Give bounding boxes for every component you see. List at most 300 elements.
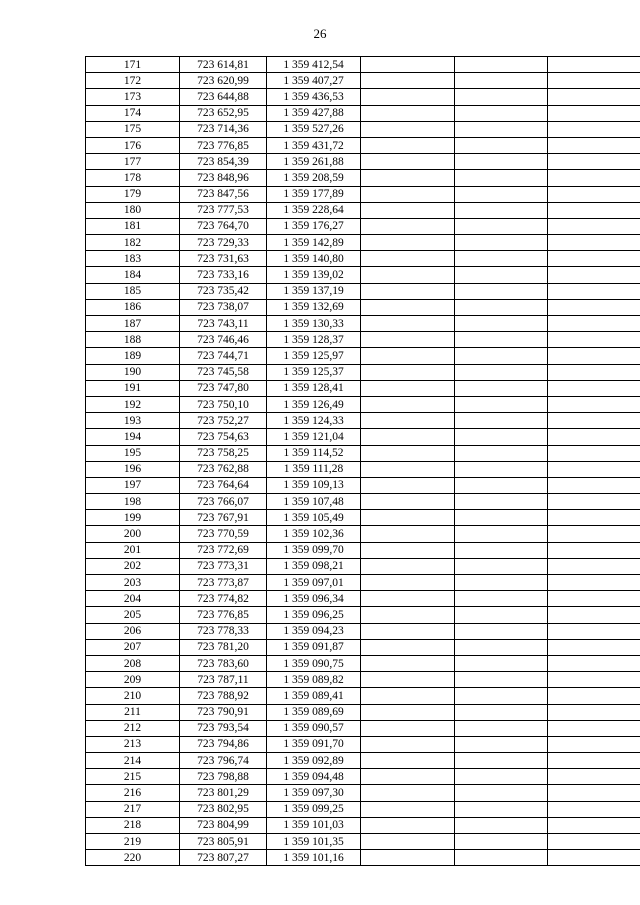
coordinates-table xyxy=(85,56,640,866)
table-row xyxy=(86,413,640,429)
y-coordinate-cell: 1 359 102,36 xyxy=(267,526,361,542)
x-coordinate-cell: 723 750,10 xyxy=(180,396,267,412)
table-row xyxy=(86,445,640,461)
empty-cell xyxy=(361,89,455,105)
empty-cell xyxy=(361,591,455,607)
empty-cell xyxy=(361,834,455,850)
empty-cell xyxy=(454,655,548,671)
empty-cell xyxy=(454,672,548,688)
x-coordinate-cell: 723 802,95 xyxy=(180,801,267,817)
x-coordinate-cell: 723 644,88 xyxy=(180,89,267,105)
table-row xyxy=(86,639,640,655)
y-coordinate-cell: 1 359 261,88 xyxy=(267,154,361,170)
empty-cell xyxy=(361,170,455,186)
empty-cell xyxy=(548,494,640,510)
y-coordinate-cell: 1 359 094,23 xyxy=(267,623,361,639)
empty-cell xyxy=(548,720,640,736)
empty-cell xyxy=(361,510,455,526)
x-coordinate-cell: 723 776,85 xyxy=(180,607,267,623)
point-number-cell: 218 xyxy=(86,817,180,833)
y-coordinate-cell: 1 359 101,35 xyxy=(267,834,361,850)
empty-cell xyxy=(548,105,640,121)
point-number-cell: 192 xyxy=(86,396,180,412)
empty-cell xyxy=(454,218,548,234)
x-coordinate-cell: 723 793,54 xyxy=(180,720,267,736)
table-row xyxy=(86,364,640,380)
x-coordinate-cell: 723 620,99 xyxy=(180,73,267,89)
point-number-cell: 200 xyxy=(86,526,180,542)
table-row xyxy=(86,283,640,299)
empty-cell xyxy=(361,73,455,89)
x-coordinate-cell: 723 788,92 xyxy=(180,688,267,704)
table-row xyxy=(86,526,640,542)
table-row xyxy=(86,736,640,752)
x-coordinate-cell: 723 781,20 xyxy=(180,639,267,655)
x-coordinate-cell: 723 743,11 xyxy=(180,316,267,332)
point-number-cell: 205 xyxy=(86,607,180,623)
empty-cell xyxy=(548,316,640,332)
point-number-cell: 185 xyxy=(86,283,180,299)
y-coordinate-cell: 1 359 092,89 xyxy=(267,753,361,769)
x-coordinate-cell: 723 714,36 xyxy=(180,121,267,137)
empty-cell xyxy=(548,380,640,396)
point-number-cell: 216 xyxy=(86,785,180,801)
x-coordinate-cell: 723 746,46 xyxy=(180,332,267,348)
empty-cell xyxy=(454,607,548,623)
empty-cell xyxy=(361,202,455,218)
empty-cell xyxy=(361,445,455,461)
x-coordinate-cell: 723 847,56 xyxy=(180,186,267,202)
point-number-cell: 195 xyxy=(86,445,180,461)
table-row xyxy=(86,380,640,396)
table-row xyxy=(86,801,640,817)
empty-cell xyxy=(548,348,640,364)
y-coordinate-cell: 1 359 412,54 xyxy=(267,57,361,73)
x-coordinate-cell: 723 764,70 xyxy=(180,218,267,234)
empty-cell xyxy=(361,57,455,73)
point-number-cell: 193 xyxy=(86,413,180,429)
y-coordinate-cell: 1 359 089,41 xyxy=(267,688,361,704)
y-coordinate-cell: 1 359 094,48 xyxy=(267,769,361,785)
empty-cell xyxy=(548,332,640,348)
empty-cell xyxy=(361,380,455,396)
empty-cell xyxy=(454,736,548,752)
empty-cell xyxy=(454,299,548,315)
empty-cell xyxy=(548,445,640,461)
empty-cell xyxy=(548,283,640,299)
empty-cell xyxy=(548,591,640,607)
empty-cell xyxy=(548,607,640,623)
y-coordinate-cell: 1 359 125,37 xyxy=(267,364,361,380)
point-number-cell: 206 xyxy=(86,623,180,639)
y-coordinate-cell: 1 359 101,16 xyxy=(267,850,361,866)
empty-cell xyxy=(454,57,548,73)
empty-cell xyxy=(454,364,548,380)
empty-cell xyxy=(454,834,548,850)
empty-cell xyxy=(548,704,640,720)
empty-cell xyxy=(454,380,548,396)
empty-cell xyxy=(548,817,640,833)
empty-cell xyxy=(361,105,455,121)
empty-cell xyxy=(361,235,455,251)
empty-cell xyxy=(548,396,640,412)
empty-cell xyxy=(548,57,640,73)
y-coordinate-cell: 1 359 089,82 xyxy=(267,672,361,688)
table-row xyxy=(86,396,640,412)
empty-cell xyxy=(548,154,640,170)
x-coordinate-cell: 723 777,53 xyxy=(180,202,267,218)
empty-cell xyxy=(454,121,548,137)
x-coordinate-cell: 723 776,85 xyxy=(180,137,267,153)
empty-cell xyxy=(548,202,640,218)
x-coordinate-cell: 723 733,16 xyxy=(180,267,267,283)
empty-cell xyxy=(454,413,548,429)
y-coordinate-cell: 1 359 099,70 xyxy=(267,542,361,558)
x-coordinate-cell: 723 614,81 xyxy=(180,57,267,73)
empty-cell xyxy=(454,785,548,801)
empty-cell xyxy=(361,477,455,493)
empty-cell xyxy=(454,429,548,445)
empty-cell xyxy=(548,73,640,89)
empty-cell xyxy=(548,526,640,542)
point-number-cell: 207 xyxy=(86,639,180,655)
table-row xyxy=(86,720,640,736)
x-coordinate-cell: 723 804,99 xyxy=(180,817,267,833)
point-number-cell: 194 xyxy=(86,429,180,445)
table-row xyxy=(86,769,640,785)
empty-cell xyxy=(548,218,640,234)
point-number-cell: 213 xyxy=(86,736,180,752)
empty-cell xyxy=(548,137,640,153)
empty-cell xyxy=(454,494,548,510)
point-number-cell: 196 xyxy=(86,461,180,477)
empty-cell xyxy=(454,283,548,299)
empty-cell xyxy=(454,73,548,89)
point-number-cell: 220 xyxy=(86,850,180,866)
y-coordinate-cell: 1 359 111,28 xyxy=(267,461,361,477)
empty-cell xyxy=(548,575,640,591)
point-number-cell: 219 xyxy=(86,834,180,850)
empty-cell xyxy=(361,753,455,769)
x-coordinate-cell: 723 783,60 xyxy=(180,655,267,671)
table-row xyxy=(86,137,640,153)
table-row xyxy=(86,235,640,251)
empty-cell xyxy=(454,623,548,639)
empty-cell xyxy=(361,607,455,623)
y-coordinate-cell: 1 359 101,03 xyxy=(267,817,361,833)
empty-cell xyxy=(454,526,548,542)
y-coordinate-cell: 1 359 107,48 xyxy=(267,494,361,510)
table-row xyxy=(86,655,640,671)
empty-cell xyxy=(454,396,548,412)
table-row xyxy=(86,850,640,866)
y-coordinate-cell: 1 359 126,49 xyxy=(267,396,361,412)
empty-cell xyxy=(454,137,548,153)
empty-cell xyxy=(454,542,548,558)
point-number-cell: 214 xyxy=(86,753,180,769)
empty-cell xyxy=(361,720,455,736)
table-row xyxy=(86,753,640,769)
point-number-cell: 171 xyxy=(86,57,180,73)
empty-cell xyxy=(548,542,640,558)
point-number-cell: 189 xyxy=(86,348,180,364)
x-coordinate-cell: 723 752,27 xyxy=(180,413,267,429)
table-row xyxy=(86,89,640,105)
point-number-cell: 179 xyxy=(86,186,180,202)
table-row xyxy=(86,105,640,121)
empty-cell xyxy=(454,316,548,332)
empty-cell xyxy=(454,267,548,283)
point-number-cell: 181 xyxy=(86,218,180,234)
empty-cell xyxy=(454,235,548,251)
table-row xyxy=(86,591,640,607)
empty-cell xyxy=(454,688,548,704)
point-number-cell: 209 xyxy=(86,672,180,688)
y-coordinate-cell: 1 359 407,27 xyxy=(267,73,361,89)
empty-cell xyxy=(361,817,455,833)
y-coordinate-cell: 1 359 208,59 xyxy=(267,170,361,186)
empty-cell xyxy=(361,429,455,445)
point-number-cell: 173 xyxy=(86,89,180,105)
table-row xyxy=(86,299,640,315)
table-row xyxy=(86,332,640,348)
empty-cell xyxy=(361,413,455,429)
empty-cell xyxy=(454,348,548,364)
y-coordinate-cell: 1 359 109,13 xyxy=(267,477,361,493)
empty-cell xyxy=(454,461,548,477)
x-coordinate-cell: 723 854,39 xyxy=(180,154,267,170)
y-coordinate-cell: 1 359 105,49 xyxy=(267,510,361,526)
y-coordinate-cell: 1 359 091,87 xyxy=(267,639,361,655)
y-coordinate-cell: 1 359 177,89 xyxy=(267,186,361,202)
point-number-cell: 184 xyxy=(86,267,180,283)
empty-cell xyxy=(454,251,548,267)
empty-cell xyxy=(361,364,455,380)
empty-cell xyxy=(454,558,548,574)
x-coordinate-cell: 723 735,42 xyxy=(180,283,267,299)
point-number-cell: 190 xyxy=(86,364,180,380)
point-number-cell: 176 xyxy=(86,137,180,153)
empty-cell xyxy=(361,332,455,348)
table-row xyxy=(86,267,640,283)
table-row xyxy=(86,575,640,591)
x-coordinate-cell: 723 773,87 xyxy=(180,575,267,591)
empty-cell xyxy=(454,591,548,607)
x-coordinate-cell: 723 778,33 xyxy=(180,623,267,639)
empty-cell xyxy=(361,801,455,817)
y-coordinate-cell: 1 359 091,70 xyxy=(267,736,361,752)
point-number-cell: 199 xyxy=(86,510,180,526)
empty-cell xyxy=(361,655,455,671)
empty-cell xyxy=(548,850,640,866)
empty-cell xyxy=(361,267,455,283)
empty-cell xyxy=(548,170,640,186)
empty-cell xyxy=(361,688,455,704)
point-number-cell: 217 xyxy=(86,801,180,817)
empty-cell xyxy=(361,769,455,785)
empty-cell xyxy=(361,672,455,688)
x-coordinate-cell: 723 807,27 xyxy=(180,850,267,866)
empty-cell xyxy=(548,753,640,769)
point-number-cell: 210 xyxy=(86,688,180,704)
point-number-cell: 188 xyxy=(86,332,180,348)
y-coordinate-cell: 1 359 125,97 xyxy=(267,348,361,364)
y-coordinate-cell: 1 359 121,04 xyxy=(267,429,361,445)
x-coordinate-cell: 723 762,88 xyxy=(180,461,267,477)
empty-cell xyxy=(548,461,640,477)
y-coordinate-cell: 1 359 099,25 xyxy=(267,801,361,817)
table-row xyxy=(86,688,640,704)
y-coordinate-cell: 1 359 228,64 xyxy=(267,202,361,218)
empty-cell xyxy=(548,785,640,801)
empty-cell xyxy=(548,413,640,429)
y-coordinate-cell: 1 359 142,89 xyxy=(267,235,361,251)
empty-cell xyxy=(548,89,640,105)
empty-cell xyxy=(361,283,455,299)
point-number-cell: 180 xyxy=(86,202,180,218)
point-number-cell: 208 xyxy=(86,655,180,671)
table-row xyxy=(86,202,640,218)
x-coordinate-cell: 723 773,31 xyxy=(180,558,267,574)
empty-cell xyxy=(548,251,640,267)
table-row xyxy=(86,510,640,526)
empty-cell xyxy=(548,267,640,283)
table-row xyxy=(86,704,640,720)
x-coordinate-cell: 723 790,91 xyxy=(180,704,267,720)
x-coordinate-cell: 723 801,29 xyxy=(180,785,267,801)
empty-cell xyxy=(548,769,640,785)
empty-cell xyxy=(548,623,640,639)
table-row xyxy=(86,607,640,623)
empty-cell xyxy=(361,623,455,639)
x-coordinate-cell: 723 729,33 xyxy=(180,235,267,251)
point-number-cell: 198 xyxy=(86,494,180,510)
point-number-cell: 203 xyxy=(86,575,180,591)
point-number-cell: 201 xyxy=(86,542,180,558)
point-number-cell: 187 xyxy=(86,316,180,332)
point-number-cell: 174 xyxy=(86,105,180,121)
x-coordinate-cell: 723 848,96 xyxy=(180,170,267,186)
empty-cell xyxy=(361,542,455,558)
x-coordinate-cell: 723 774,82 xyxy=(180,591,267,607)
table-row xyxy=(86,429,640,445)
empty-cell xyxy=(548,801,640,817)
point-number-cell: 215 xyxy=(86,769,180,785)
empty-cell xyxy=(361,575,455,591)
y-coordinate-cell: 1 359 097,30 xyxy=(267,785,361,801)
point-number-cell: 186 xyxy=(86,299,180,315)
empty-cell xyxy=(361,251,455,267)
x-coordinate-cell: 723 787,11 xyxy=(180,672,267,688)
point-number-cell: 172 xyxy=(86,73,180,89)
x-coordinate-cell: 723 754,63 xyxy=(180,429,267,445)
point-number-cell: 212 xyxy=(86,720,180,736)
y-coordinate-cell: 1 359 130,33 xyxy=(267,316,361,332)
empty-cell xyxy=(454,105,548,121)
table-row xyxy=(86,73,640,89)
x-coordinate-cell: 723 798,88 xyxy=(180,769,267,785)
empty-cell xyxy=(361,186,455,202)
y-coordinate-cell: 1 359 527,26 xyxy=(267,121,361,137)
table-row xyxy=(86,477,640,493)
table-row xyxy=(86,461,640,477)
empty-cell xyxy=(454,445,548,461)
table-row xyxy=(86,494,640,510)
table-row xyxy=(86,186,640,202)
empty-cell xyxy=(454,817,548,833)
empty-cell xyxy=(548,510,640,526)
table-row xyxy=(86,785,640,801)
point-number-cell: 182 xyxy=(86,235,180,251)
table-row xyxy=(86,623,640,639)
empty-cell xyxy=(548,558,640,574)
point-number-cell: 177 xyxy=(86,154,180,170)
table-row xyxy=(86,251,640,267)
empty-cell xyxy=(548,429,640,445)
x-coordinate-cell: 723 805,91 xyxy=(180,834,267,850)
empty-cell xyxy=(361,461,455,477)
y-coordinate-cell: 1 359 097,01 xyxy=(267,575,361,591)
table-row xyxy=(86,817,640,833)
empty-cell xyxy=(361,299,455,315)
y-coordinate-cell: 1 359 090,57 xyxy=(267,720,361,736)
empty-cell xyxy=(548,834,640,850)
y-coordinate-cell: 1 359 436,53 xyxy=(267,89,361,105)
empty-cell xyxy=(454,753,548,769)
empty-cell xyxy=(548,235,640,251)
empty-cell xyxy=(454,639,548,655)
table-row xyxy=(86,154,640,170)
empty-cell xyxy=(361,558,455,574)
x-coordinate-cell: 723 745,58 xyxy=(180,364,267,380)
table-row xyxy=(86,57,640,73)
point-number-cell: 211 xyxy=(86,704,180,720)
y-coordinate-cell: 1 359 096,34 xyxy=(267,591,361,607)
empty-cell xyxy=(361,154,455,170)
table-row xyxy=(86,316,640,332)
page-number: 26 xyxy=(313,26,327,41)
x-coordinate-cell: 723 772,69 xyxy=(180,542,267,558)
empty-cell xyxy=(548,688,640,704)
point-number-cell: 204 xyxy=(86,591,180,607)
y-coordinate-cell: 1 359 137,19 xyxy=(267,283,361,299)
point-number-cell: 183 xyxy=(86,251,180,267)
y-coordinate-cell: 1 359 090,75 xyxy=(267,655,361,671)
empty-cell xyxy=(361,785,455,801)
empty-cell xyxy=(548,655,640,671)
x-coordinate-cell: 723 731,63 xyxy=(180,251,267,267)
empty-cell xyxy=(361,704,455,720)
x-coordinate-cell: 723 758,25 xyxy=(180,445,267,461)
empty-cell xyxy=(361,494,455,510)
y-coordinate-cell: 1 359 124,33 xyxy=(267,413,361,429)
empty-cell xyxy=(361,316,455,332)
point-number-cell: 202 xyxy=(86,558,180,574)
point-number-cell: 178 xyxy=(86,170,180,186)
empty-cell xyxy=(454,89,548,105)
y-coordinate-cell: 1 359 427,88 xyxy=(267,105,361,121)
x-coordinate-cell: 723 766,07 xyxy=(180,494,267,510)
empty-cell xyxy=(548,672,640,688)
empty-cell xyxy=(361,736,455,752)
coordinates-table-body xyxy=(86,57,640,866)
empty-cell xyxy=(361,121,455,137)
empty-cell xyxy=(361,526,455,542)
y-coordinate-cell: 1 359 098,21 xyxy=(267,558,361,574)
empty-cell xyxy=(454,510,548,526)
empty-cell xyxy=(548,639,640,655)
x-coordinate-cell: 723 747,80 xyxy=(180,380,267,396)
